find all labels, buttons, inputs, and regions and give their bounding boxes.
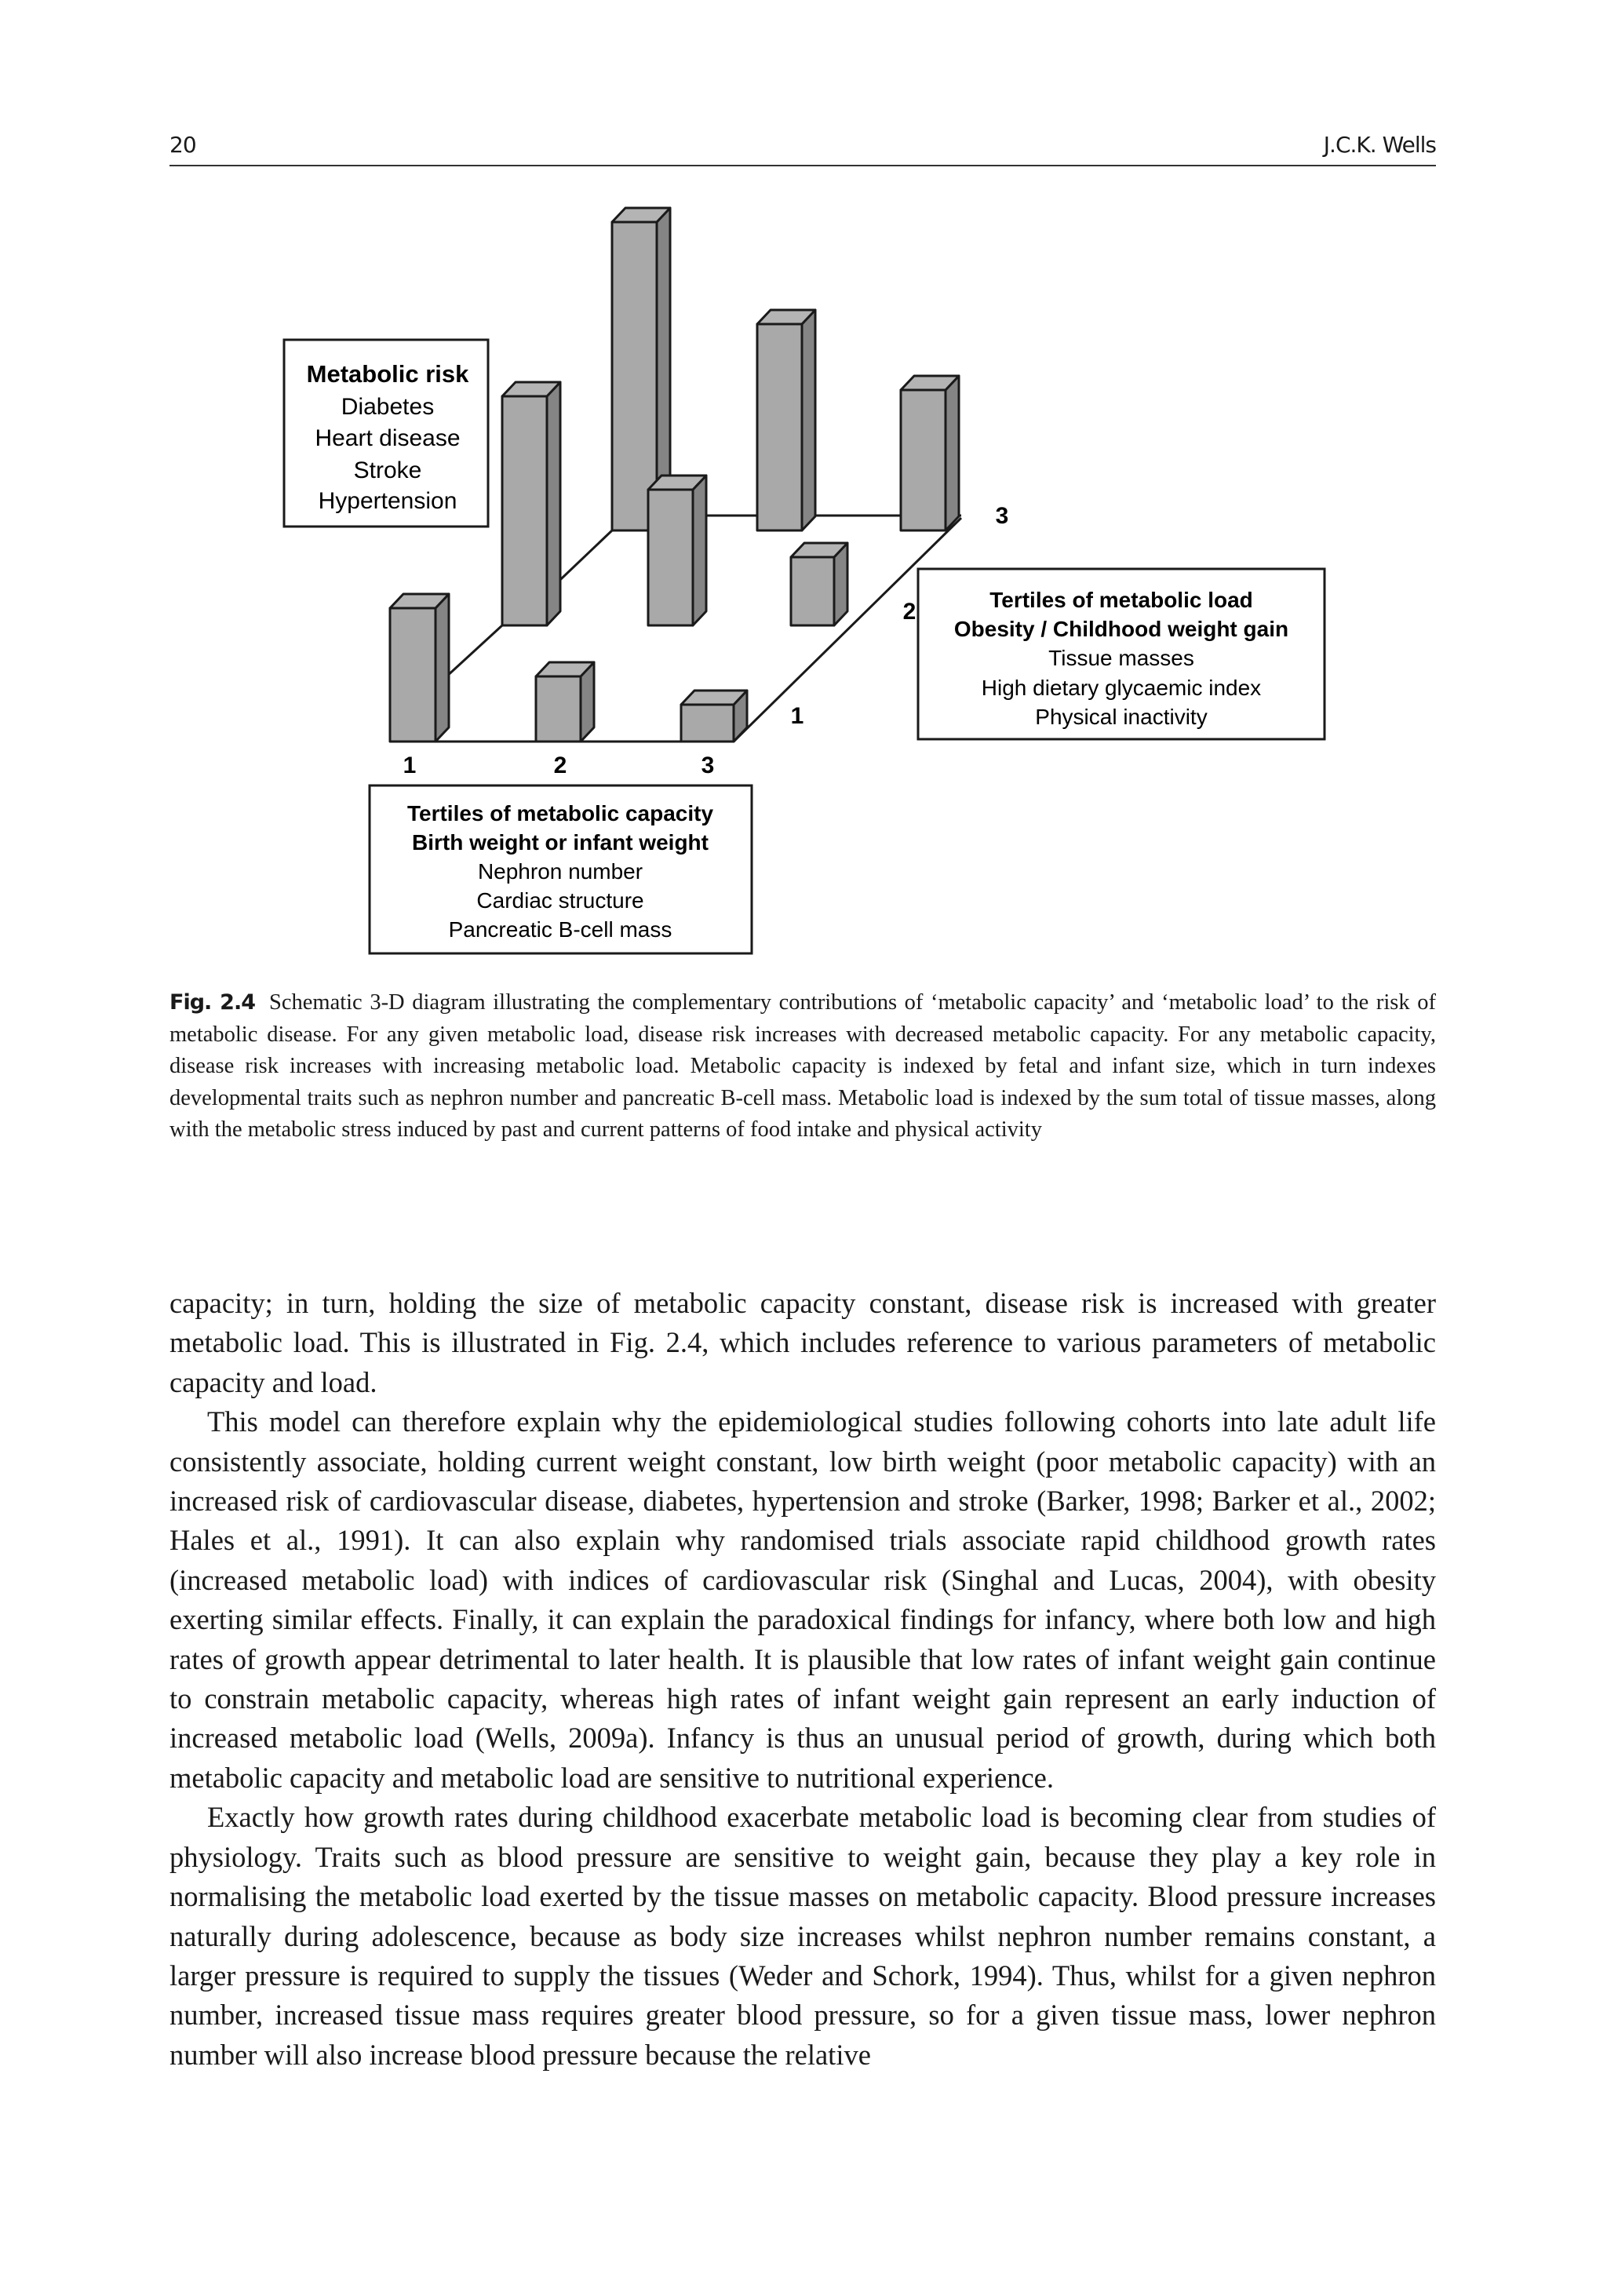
body-text: [169, 1284, 1436, 2075]
figure-3d-bar-diagram: [0, 0, 1607, 973]
paragraph: capacity; in turn, holding the size of metabolic capacity constant, disease risk is increased with greater metabolic load. This is illustrated in Fig. 2.4, which includes reference to various parameters of metabolic capacity and load.: [169, 1287, 1436, 1398]
capacity-box-item: Cardiac structure: [476, 888, 644, 913]
capacity-box-item: Pancreatic B-cell mass: [448, 917, 672, 942]
metabolic-capacity-legend-box: [370, 785, 752, 953]
capacity-box-title: Tertiles of metabolic capacity: [406, 801, 714, 825]
bar-load3-capacity2: [757, 310, 815, 530]
risk-box-item: Stroke: [353, 457, 422, 483]
load-box-item: Tissue masses: [1048, 646, 1194, 670]
bar-load1-capacity1: [390, 594, 449, 742]
load-tick-1: 1: [790, 703, 804, 729]
load-box-subtitle: Obesity / Childhood weight gain: [953, 617, 1289, 641]
figure-caption: [169, 987, 1436, 1146]
risk-box-item: Diabetes: [341, 394, 435, 420]
metabolic-load-legend-box: [918, 569, 1325, 739]
page-number: 20: [169, 132, 196, 158]
risk-box-title: Metabolic risk: [306, 360, 469, 388]
capacity-tick-3: 3: [701, 753, 715, 778]
load-tick-3: 3: [995, 503, 1009, 529]
bar-load2-capacity2: [648, 476, 706, 625]
risk-box-item: Hypertension: [318, 488, 457, 514]
bar-load1-capacity3: [681, 691, 747, 742]
metabolic-risk-legend-box: [284, 340, 488, 527]
caption-text: Schematic 3-D diagram illustrating the complementary contributions of ‘metabolic capacity’ and ‘metabolic load’ to the risk of metabolic disease. For any given metabolic load, disease risk increases with decreased metabolic capacity. For any metabolic capacity, disease risk increases with increasing metabolic load. Metabolic capacity is indexed by fetal and infant size, which in turn indexes developmental traits such as nephron number and pancreatic B-cell mass. Metabolic load is indexed by the sum total of tissue masses, along with the metabolic stress induced by past and current patterns of food intake and physical activity: [169, 990, 1436, 1142]
bar-load2-capacity3: [791, 543, 847, 625]
figure-label: Fig. 2.4: [169, 990, 255, 1015]
capacity-axis-ticks: [403, 753, 715, 778]
paragraph: Exactly how growth rates during childhood exacerbate metabolic load is becoming clear from studies of physiology. Traits such as blood pressure are sensitive to weight gain, because they play a key role in normalising the metabolic load exerted by the tissue masses on metabolic capacity. Blood pressure increases naturally during adolescence, because as body size increases whilst nephron number remains constant, a larger pressure is required to supply the tissues (Weder and Schork, 1994). Thus, whilst for a given nephron number, increased tissue mass requires greater blood pressure, so for a given tissue mass, lower nephron number will also increase blood pressure because the relative: [169, 1801, 1436, 2071]
risk-box-item: Heart disease: [315, 425, 461, 451]
load-box-item: High dietary glycaemic index: [981, 676, 1262, 700]
paragraph: This model can therefore explain why the epidemiological studies following cohorts into late adult life consistently associate, holding current weight constant, low birth weight (poor metabolic capacity) with an increased risk of cardiovascular disease, diabetes, hypertension and stroke (Barker, 1998; Barker et al., 2002; Hales et al., 1991). It can also explain why randomised trials associate rapid childhood growth rates (increased metabolic load) with indices of cardiovascular risk (Singhal and Lucas, 2004), with obesity exerting similar effects. Finally, it can explain the paradoxical findings for infancy, where both low and high rates of growth appear detrimental to later health. It is plausible that low rates of infant weight gain continue to constrain metabolic capacity, whereas high rates of infant weight gain represent an early induction of increased metabolic load (Wells, 2009a). Infancy is thus an unusual period of growth, during which both metabolic capacity and metabolic load are sensitive to nutritional experience.: [169, 1405, 1436, 1794]
running-head-author: J.C.K. Wells: [1323, 132, 1436, 158]
capacity-box-item: Nephron number: [477, 859, 643, 884]
load-tick-2: 2: [902, 599, 916, 625]
bar-load1-capacity2: [536, 662, 594, 742]
capacity-box-subtitle: Birth weight or infant weight: [412, 830, 709, 855]
bar-load2-capacity1: [502, 382, 560, 625]
load-box-title: Tertiles of metabolic load: [989, 588, 1253, 612]
capacity-tick-1: 1: [403, 753, 417, 778]
load-box-item: Physical inactivity: [1035, 705, 1208, 729]
capacity-tick-2: 2: [553, 753, 567, 778]
bar-load3-capacity3: [901, 376, 959, 530]
